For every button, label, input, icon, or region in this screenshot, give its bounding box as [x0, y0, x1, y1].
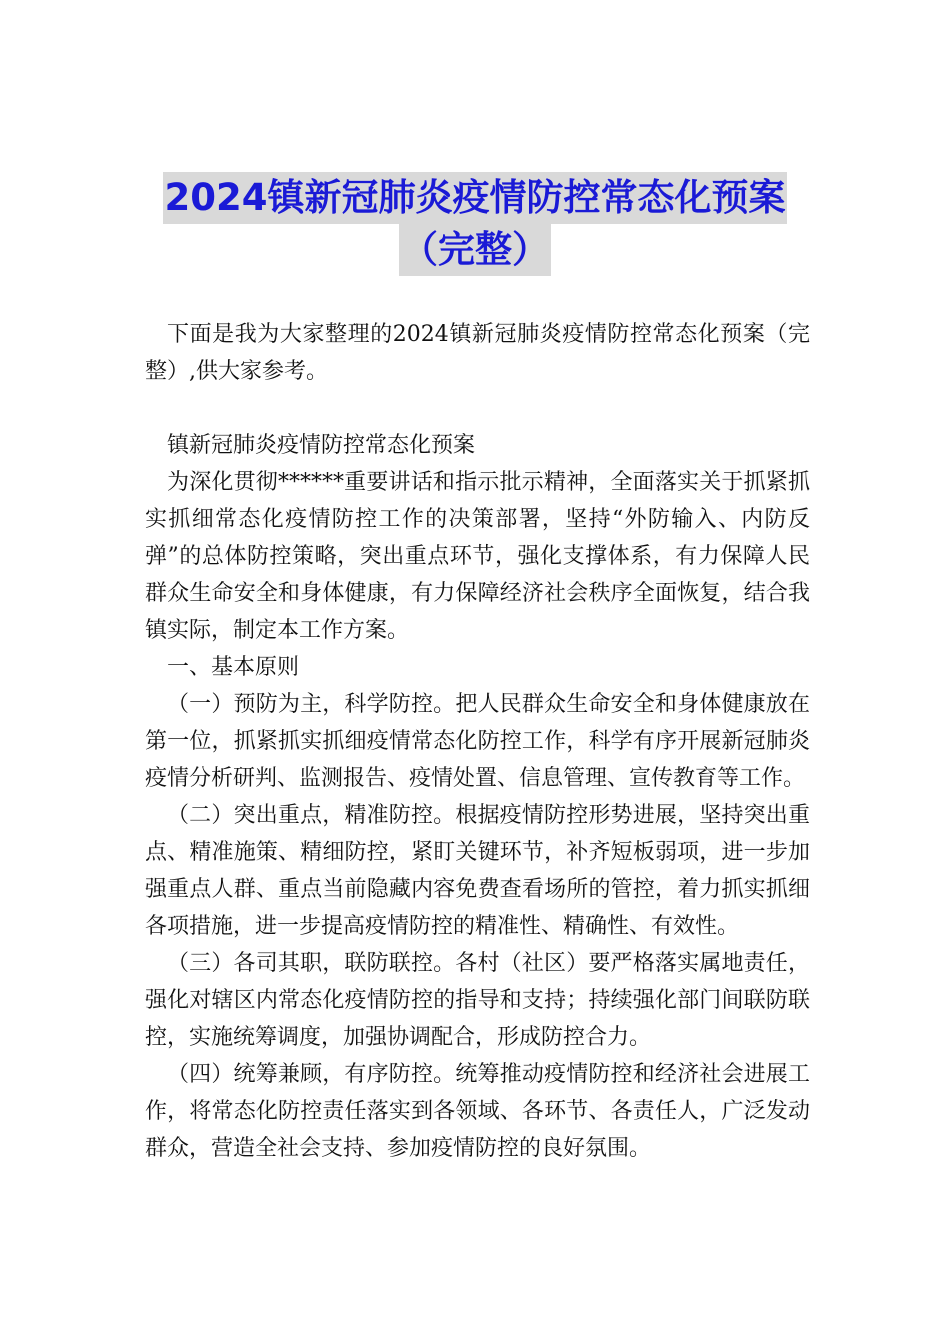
title-line-1: 2024镇新冠肺炎疫情防控常态化预案 — [163, 172, 788, 224]
paragraph-gap — [145, 390, 810, 427]
document-body — [145, 316, 810, 1167]
intro-paragraph: 下面是我为大家整理的2024镇新冠肺炎疫情防控常态化预案（完整）,供大家参考。 — [145, 322, 810, 384]
paragraph-preamble: 为深化贯彻******重要讲话和指示批示精神，全面落实关于抓紧抓实抓细常态化疫情防控工作的决策部署，坚持“外防输入、内防反弹”的总体防控策略，突出重点环节，强化支撑体系，有力保障人民群众生命安全和身体健康，有力保障经济社会秩序全面恢复，结合我镇实际，制定本工作方案。 — [145, 470, 810, 643]
section-heading-basic-principles: 一、基本原则 — [167, 655, 300, 680]
document-title — [0, 172, 950, 276]
paragraph-principle-1: （一）预防为主，科学防控。把人民群众生命安全和身体健康放在第一位，抓紧抓实抓细疫情常态化防控工作，科学有序开展新冠肺炎疫情分析研判、监测报告、疫情处置、信息管理、宣传教育等工作。 — [145, 692, 810, 791]
paragraph-principle-3: （三）各司其职，联防联控。各村（社区）要严格落实属地责任，强化对辖区内常态化疫情防控的指导和支持；持续强化部门间联防联控，实施统筹调度，加强协调配合，形成防控合力。 — [145, 951, 810, 1050]
paragraph-principle-4: （四）统筹兼顾，有序防控。统筹推动疫情防控和经济社会进展工作，将常态化防控责任落实到各领域、各环节、各责任人，广泛发动群众，营造全社会支持、参加疫情防控的良好氛围。 — [145, 1062, 810, 1161]
title-line-2: （完整） — [399, 224, 551, 276]
paragraph-principle-2: （二）突出重点，精准防控。根据疫情防控形势进展，坚持突出重点、精准施策、精细防控，紧盯关键环节，补齐短板弱项，进一步加强重点人群、重点当前隐藏内容免费查看场所的管控，着力抓实抓细各项措施，进一步提高疫情防控的精准性、精确性、有效性。 — [145, 803, 810, 939]
doc-heading: 镇新冠肺炎疫情防控常态化预案 — [167, 433, 476, 458]
